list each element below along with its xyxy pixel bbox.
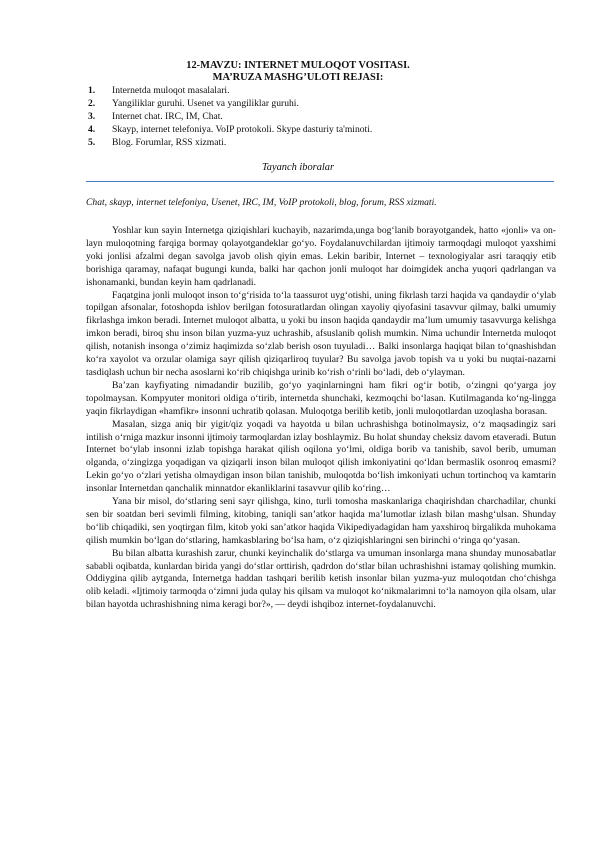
paragraph: Ba’zan kayfiyating nimadandir buzilib, go‘yo yaqinlarningni ham fikri og‘ir botib, o‘zingni qo‘yarga joy topolmaysan. Kompyuter monitori oldiga o‘tirib, internetda shunchaki, kezmoqchi bo‘lasan. Kutilmaganda ko‘ng-lingga yaqin fikrlaydigan «hamfikr» insonni uchratib qolasan. Muloqotga berilib ketib, jonli muloqotlardan uzoqlasha borasan. (86, 379, 556, 417)
plan-item-text: Skayp, internet telefoniya. VoIP protokoli. Skype dasturiy ta'minoti. (112, 123, 373, 135)
plan-item-number: 5. (88, 136, 96, 148)
plan-item (88, 111, 538, 124)
paragraph: Bu bilan albatta kurashish zarur, chunki keyinchalik do‘stlarga va umuman insonlarga mana shunday munosabatlar sababli oqibatda, kunlardan birida yangi do‘stlar orttirish, qadrdon do‘stlar bilan uchrashishni istamay qolishing mumkin. Oddiygina qilib aytganda, Internetga haddan tashqari berilib ketish insonlar bilan yuzma-yuz muloqotdan cho‘chishga olib keladi. «Ijtimoiy tarmoqda o‘zimni juda qulay his qilsam va muloqot ko‘nikmalarimni to‘la namoyon qila olsam, ular bilan hayotda uchrashishning nima keragi bor?», — deydi ishqiboz internet-foydalanuvchi. (86, 547, 556, 611)
paragraph: Faqatgina jonli muloqot inson to‘g‘risida to‘la taassurot uyg‘otishi, uning fikrlash tarzi haqida va qandaydir o‘ylab topilgan afsonalar, fotoshopda ishlov berilgan fotosuratlardan olingan xayoliy qiyofasini tasavvur qilmay, balki umumiy fikrlashga imkon beradi. Internet muloqot albatta, u yoki bu inson haqida qandaydir ma’lum umumiy tasavvurga kelishga imkon beradi, biroq shu inson bilan yuzma-yuz uchrashib, afsuslanib qolish mumkin. Nima uchundir Internetda muloqot qilish, notanish insonga o‘zimiz haqimizda so‘zlab berish oson tuyuladi… Balki insonlarga haqiqat bilan to‘qnashishdan ko‘ra xayolot va orzular olamiga sayr qilish qiziqarliroq tuyular? Bu savolga javob topish va u yoki bu nuqtai-nazarni tasdiqlash uchun bir necha asoslarni ko‘rib chiqishga urinib ko‘rish o‘rinli bo‘ladi, deb o‘ylayman. (86, 289, 556, 378)
body-text (86, 225, 556, 612)
plan-item (88, 124, 538, 137)
plan-item (88, 98, 538, 111)
plan-item-number: 2. (88, 97, 96, 109)
plan-item-number: 1. (88, 85, 96, 96)
plan-item-text: Yangiliklar guruhi. Usenet va yangiliklar guruhi. (112, 97, 299, 109)
keywords-heading: Tayanch iboralar (261, 162, 335, 173)
paragraph: Yoshlar kun sayin Internetga qiziqishlari kuchayib, nazarimda,unga bog‘lanib borayotgandek, hatto «jonli» va on-layn muloqotning farqiga bormay qolayotgandeklar go‘yo. Foydalanuvchilardan ijtimoiy tarmoqdagi muloqot yaxshimi yoki jonlisi afzalmi degan savolga javob olish qiyin emas. Lekin baribir, Internet – texnologiyalar asri taraqqiy etib borishiga qaramay, nafaqat bugungi kunda, balki har qachon jonli muloqot har doimgidek ancha yuqori qadrlangan va ishonamanki, bundan keyin ham qadrlanadi. (86, 225, 556, 288)
plan-item-number: 4. (88, 123, 96, 135)
heading-divider (86, 181, 554, 182)
lecture-plan-list (88, 85, 538, 149)
paragraph: Masalan, sizga aniq bir yigit/qiz yoqadi va hayotda u bilan uchrashishga botinolmaysiz, o‘z maqsadingiz sari intilish o‘rniga mazkur insonni ijtimoiy tarmoqlardan izlay boshlaymiz. Bu holat shunday cheksiz davom etaveradi. Butun Internet bo‘ylab insonni izlab topishga harakat qilish oqilona yo‘lmi, oldiga borib va tanishib, savol berib, umuman olganda, o‘zingizga yoqadigan va qiziqarli inson bilan muloqot qilish imkoniyatini qo‘ldan bermaslik osonroq emasmi? Lekin go‘yo o‘zlari yetisha olmaydigan inson bilan tanishib, muloqotda bo‘lish imkoniyati uchun tortinchoq va kamtarin insonlar Internetdan qanchalik minnatdor ekanliklarini tasavvur qilib ko‘ring… (86, 418, 556, 495)
plan-item-number: 3. (88, 110, 96, 122)
plan-item (88, 85, 538, 98)
plan-item-text: Internet chat. IRC, IM, Chat. (112, 110, 223, 122)
plan-item-text: Internetda muloqot masalalari. (112, 85, 230, 96)
paragraph: Yana bir misol, do‘stlaring seni sayr qilishga, kino, turli tomosha maskanlariga chaqirishdan charchadilar, chunki sen bir soatdan beri sevimli filming, kitobing, taniqli san’atkor haqida ma’lumotlar izlash bilan mashg‘ulsan. Shunday bo‘lib chiqadiki, sen yoqtirgan film, kitob yoki san’atkor haqida Vikipediyadagidan ham yaxshiroq birgalikda muhokama qilish mumkin bo‘lgan do‘stlaring, hamkasblaring bo‘lsa ham, o‘z qiziqishlaringni sen birinchi o‘ringa qo‘yasan. (86, 496, 556, 546)
lecture-plan-heading: MA’RUZA MASHG’ULOTI REJASI: (212, 72, 384, 83)
plan-item-text: Blog. Forumlar, RSS xizmati. (112, 136, 227, 148)
lecture-title: 12-MAVZU: INTERNET MULOQOT VOSITASI. (186, 60, 410, 71)
keywords-text: Chat, skayp, internet telefoniya, Usenet, IRC, IM, VoIP protokoli, blog, forum, RSS xizmati. (86, 197, 437, 208)
plan-item (88, 137, 538, 150)
